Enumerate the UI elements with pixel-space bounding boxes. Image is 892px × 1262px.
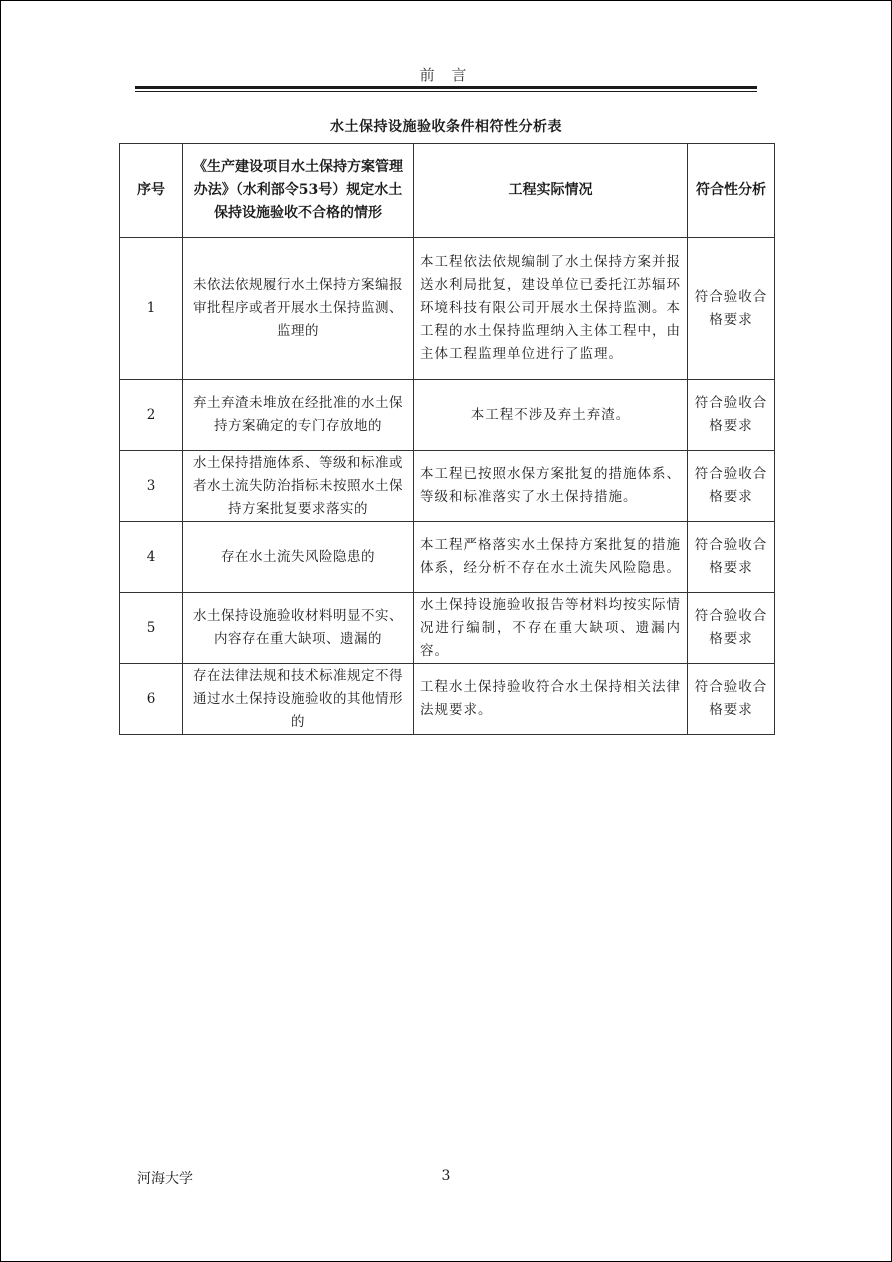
- row-actual: 本工程依法依规编制了水土保持方案并报送水利局批复，建设单位已委托江苏辐环环境科技有限公司开展水土保持监测。本工程的水土保持监理纳入主体工程中，由主体工程监理单位进行了监理。: [414, 238, 688, 380]
- row-actual: 本工程严格落实水土保持方案批复的措施体系，经分析不存在水土流失风险隐患。: [414, 522, 688, 593]
- row-no: 1: [120, 238, 183, 380]
- footer-institution: 河海大学: [137, 1171, 193, 1187]
- row-actual: 本工程已按照水保方案批复的措施体系、等级和标准落实了水土保持措施。: [414, 451, 688, 522]
- table-row: [120, 238, 775, 380]
- row-compliance: 符合验收合格要求: [688, 664, 775, 735]
- row-actual: 本工程不涉及弃土弃渣。: [414, 380, 688, 451]
- table-header-row: [120, 144, 775, 238]
- row-criteria: 存在法律法规和技术标准规定不得通过水土保持设施验收的其他情形的: [183, 664, 414, 735]
- table-row: [120, 522, 775, 593]
- row-compliance: 符合验收合格要求: [688, 522, 775, 593]
- footer-page-number: 3: [441, 1168, 451, 1184]
- table-row: [120, 664, 775, 735]
- page-header-title: 前 言: [419, 66, 473, 84]
- row-actual: 水土保持设施验收报告等材料均按实际情况进行编制，不存在重大缺项、遗漏内容。: [414, 593, 688, 664]
- column-header-actual: 工程实际情况: [414, 144, 688, 238]
- row-no: 6: [120, 664, 183, 735]
- row-criteria: 水土保持措施体系、等级和标准或者水土流失防治指标未按照水土保持方案批复要求落实的: [183, 451, 414, 522]
- row-no: 2: [120, 380, 183, 451]
- row-no: 5: [120, 593, 183, 664]
- table-row: [120, 380, 775, 451]
- header-rule: [135, 86, 757, 89]
- row-compliance: 符合验收合格要求: [688, 380, 775, 451]
- row-criteria: 弃土弃渣未堆放在经批准的水土保持方案确定的专门存放地的: [183, 380, 414, 451]
- column-header-compliance: 符合性分析: [688, 144, 775, 238]
- header-rule-thin: [135, 91, 757, 92]
- table-title: 水土保持设施验收条件相符性分析表: [330, 119, 562, 135]
- row-compliance: 符合验收合格要求: [688, 593, 775, 664]
- row-compliance: 符合验收合格要求: [688, 451, 775, 522]
- row-no: 4: [120, 522, 183, 593]
- row-criteria: 水土保持设施验收材料明显不实、内容存在重大缺项、遗漏的: [183, 593, 414, 664]
- row-criteria: 存在水土流失风险隐患的: [183, 522, 414, 593]
- table-row: [120, 451, 775, 522]
- column-header-no: 序号: [120, 144, 183, 238]
- row-compliance: 符合验收合格要求: [688, 238, 775, 380]
- compliance-analysis-table: [119, 143, 775, 735]
- row-actual: 工程水土保持验收符合水土保持相关法律法规要求。: [414, 664, 688, 735]
- table-row: [120, 593, 775, 664]
- row-criteria: 未依法依规履行水土保持方案编报审批程序或者开展水土保持监测、监理的: [183, 238, 414, 380]
- column-header-criteria: 《生产建设项目水土保持方案管理办法》（水利部令53号）规定水土保持设施验收不合格的情形: [183, 144, 414, 238]
- row-no: 3: [120, 451, 183, 522]
